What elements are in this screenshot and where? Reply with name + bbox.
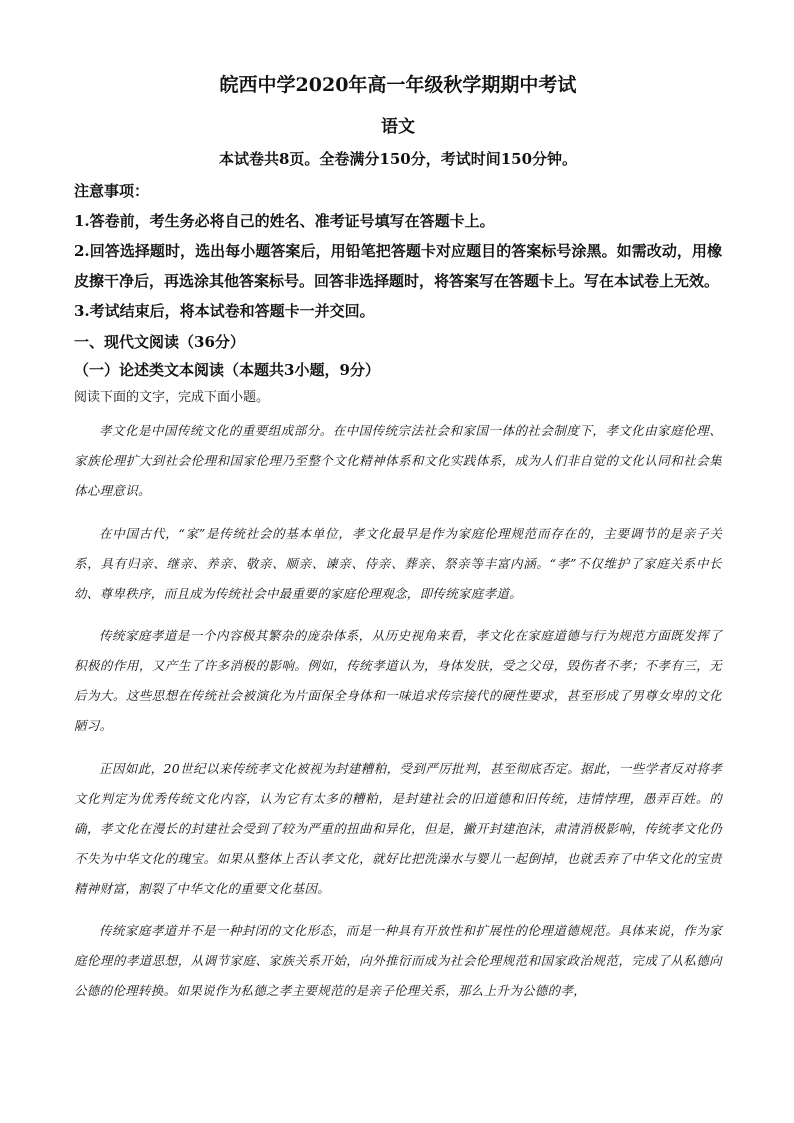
notice-item-3: 3.考试结束后，将本试卷和答题卡一并交回。 — [74, 302, 375, 320]
reading-instruction: 阅读下面的文字，完成下面小题。 — [74, 390, 270, 405]
exam-info: 本试卷共8页。全卷满分150分，考试时间150分钟。 — [218, 150, 578, 168]
notice-item-2: 2.回答选择题时，选出每小题答案后，用铅笔把答题卡对应题目的答案标号涂黑。如需改动，用橡皮擦干净后，再选涂其他答案标号。回答非选择题时，将答案写在答题卡上。写在本试卷上无效。 — [74, 242, 722, 290]
exam-page — [74, 70, 722, 1019]
passage-paragraph-4: 正因如此，20世纪以来传统孝文化被视为封建糟粕，受到严厉批判，甚至彻底否定。据此，一些学者反对将孝文化判定为优秀传统文化内容，认为它有太多的糟粕，是封建社会的旧道德和旧传统，违情悖理，愚弄百姓。的确，孝文化在漫长的封建社会受到了较为严重的扭曲和异化，但是，撇开封建泡沫，肃清消极影响，传统孝文化仍不失为中华文化的瑰宝。如果从整体上否认孝文化，就好比把洗澡水与婴儿一起倒掉，也就丢弃了中华文化的宝贵精神财富，割裂了中华文化的重要文化基因。 — [74, 760, 722, 896]
exam-title: 皖西中学2020年高一年级秋学期期中考试 — [219, 74, 577, 96]
passage-paragraph-5: 传统家庭孝道并不是一种封闭的文化形态，而是一种具有开放性和扩展性的伦理道德规范。具体来说，作为家庭伦理的孝道思想，从调节家庭、家族关系开始，向外推衍而成为社会伦理规范和国家政治规范，完成了从私德向公德的伦理转换。如果说作为私德之孝主要规范的是亲子伦理关系，那么上升为公德的孝， — [74, 923, 722, 998]
subsection-heading: （一）论述类文本阅读（本题共3小题，9分） — [74, 361, 380, 379]
passage-paragraph-1: 孝文化是中国传统文化的重要组成部分。在中国传统宗法社会和家国一体的社会制度下，孝文化由家庭伦理、家族伦理扩大到社会伦理和国家伦理乃至整个文化精神体系和文化实践体系，成为人们非自觉的文化认同和社会集体心理意识。 — [74, 423, 722, 498]
passage — [74, 416, 722, 1006]
passage-paragraph-2: 在中国古代，“家”是传统社会的基本单位，孝文化最早是作为家庭伦理规范而存在的，主要调节的是亲子关系，具有归亲、继亲、养亲、敬亲、顺亲、谏亲、侍亲、葬亲、祭亲等丰富内涵。“孝”不仅维护了家庭关系中长幼、尊卑秩序，而且成为传统社会中最重要的家庭伦理观念，即传统家庭孝道。 — [74, 525, 722, 601]
passage-paragraph-3: 传统家庭孝道是一个内容极其繁杂的庞杂体系，从历史视角来看，孝文化在家庭道德与行为规范方面既发挥了积极的作用，又产生了许多消极的影响。例如，传统孝道认为，身体发肤，受之父母，毁伤者不孝；不孝有三，无后为大。这些思想在传统社会被演化为片面保全身体和一味追求传宗接代的硬性要求，甚至形成了男尊女卑的文化陋习。 — [74, 628, 722, 733]
notice-item-1: 1.答卷前，考生务必将自己的姓名、准考证号填写在答题卡上。 — [74, 212, 495, 230]
notice-heading: 注意事项： — [74, 182, 150, 200]
subject-title: 语文 — [381, 117, 415, 137]
section-heading: 一、现代文阅读（36分） — [74, 333, 245, 351]
